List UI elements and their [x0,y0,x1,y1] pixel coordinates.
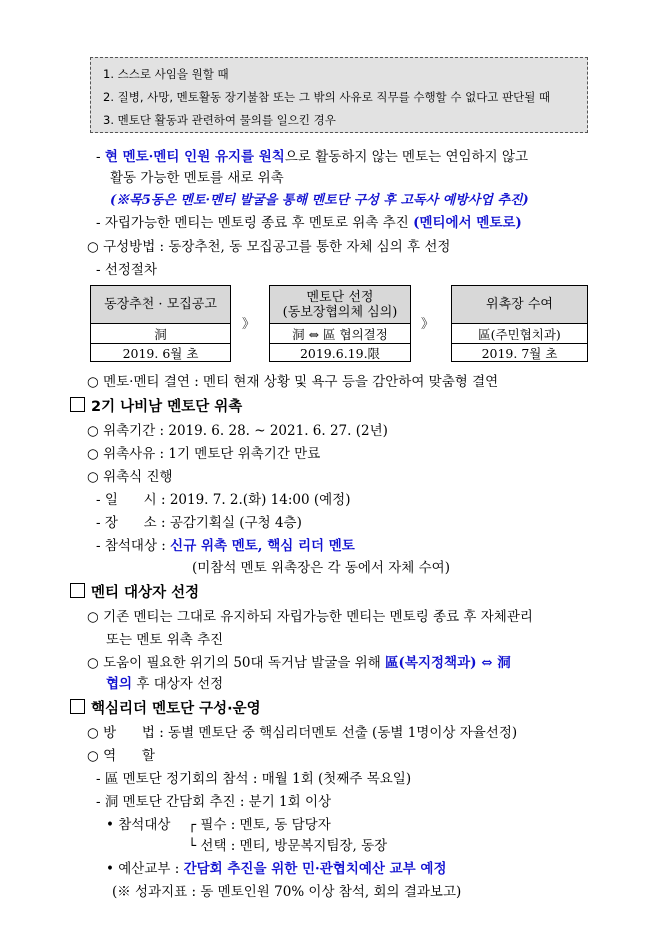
reason-line: ○ 위촉사유 : 1기 멘토단 위촉기간 만료 [87,446,321,462]
section-4-heading: 핵심리더 멘토단 구성·운영 [91,701,261,717]
retention-rest: 으로 활동하지 않는 멘토는 연임하지 않고 [284,149,529,165]
section-2-heading: 2기 나비남 멘토단 위촉 [91,399,243,415]
leader-method-line: ○ 방 법 : 동별 멘토단 중 핵심리더멘토 선출 (동별 1명이상 자율선정) [87,725,518,741]
process-step-2-title: 멘토단 선정 (동보장협의체 심의) [270,286,410,324]
section-4-checkbox [70,699,85,714]
datetime-line: - 일 시 : 2019. 7. 2.(화) 14:00 (예정) [96,492,351,508]
participants-label: • 참석대상 [106,817,171,833]
dong-meeting-line: - 洞 멘토단 간담회 추진 : 분기 1회 이상 [96,794,332,810]
term-line: ○ 위촉기간 : 2019. 6. 28. ~ 2021. 6. 27. (2년) [87,423,388,439]
notice-line-1: 1. 스스로 사임을 원할 때 [103,67,229,81]
mentee-item-2-line-1: ○ 도움이 필요한 위기의 50대 독거남 발굴을 위해 區(복지정책과) ⇔ 洞 [87,655,511,671]
process-step-1-date: 2019. 6월 초 [122,346,199,361]
mentee-item-1-line-1: ○ 기존 멘티는 그대로 유지하되 자립가능한 멘티는 멘토링 종료 후 자체관리 [87,609,533,625]
budget-line: • 예산교부 : 간담회 추진을 위한 민·관협치예산 교부 예정 [106,861,447,877]
gu-meeting-line: - 區 멘토단 정기회의 참석 : 매월 1회 (첫째주 목요일) [96,771,412,787]
section-2-checkbox [70,397,85,412]
promotion-highlight: (멘티에서 멘토로) [413,215,522,231]
process-step-3 [451,285,588,362]
section-3-checkbox [70,583,85,598]
process-step-1-actor: 洞 [91,324,230,344]
mentee-item-2-highlight: 區(복지정책과) ⇔ 洞 [385,655,511,671]
ceremony-line: ○ 위촉식 진행 [87,469,173,485]
notice-box [90,57,588,133]
composition-method: ○ 구성방법 : 동장추천, 동 모집공고를 통한 자체 심의 후 선정 [87,239,451,255]
mentee-item-1-line-2: 또는 멘토 위촉 추진 [106,632,224,648]
process-step-3-title: 위촉장 수여 [452,286,587,324]
process-step-2-actor: 洞 ⇔ 區 협의결정 [270,324,410,344]
participants-required: ┌ 필수 : 멘토, 동 담당자 [188,817,331,833]
retention-line-2: 활동 가능한 멘토를 새로 위촉 [110,170,284,186]
mok5-note: (※목5동은 멘토·멘티 발굴을 통해 멘토단 구성 후 고독사 예방사업 추진) [110,193,529,208]
process-step-1 [90,285,231,362]
promotion-line: - 자립가능한 멘티는 멘토링 종료 후 멘토로 위촉 추진 (멘티에서 멘토로) [96,215,522,231]
attendees-highlight: 신규 위촉 멘토, 핵심 리더 멘토 [170,538,355,554]
process-step-1-title: 동장추천 · 모집공고 [91,286,230,324]
place-line: - 장 소 : 공감기획실 (구청 4층) [96,515,302,531]
section-3-heading: 멘티 대상자 선정 [91,585,200,601]
process-arrow-2: 》 [421,317,435,332]
budget-highlight: 간담회 추진을 위한 민·관협치예산 교부 예정 [183,861,447,877]
mentee-item-2-line-2: 협의 후 대상자 선정 [106,676,224,692]
attendees-line: - 참석대상 : 신규 위촉 멘토, 핵심 리더 멘토 [96,538,355,554]
kpi-line: (※ 성과지표 : 동 멘토인원 70% 이상 참석, 회의 결과보고) [112,884,462,900]
process-arrow-1: 》 [242,317,256,332]
process-step-2 [269,285,411,362]
attendees-note: (미참석 멘토 위촉장은 각 동에서 자체 수여) [192,560,450,576]
process-step-2-date: 2019.6.19.限 [299,346,381,361]
participants-optional: └ 선택 : 멘티, 방문복지팀장, 동장 [188,838,388,854]
retention-line-1: - 현 멘토·멘티 인원 유지를 원칙으로 활동하지 않는 멘토는 연임하지 않고 [96,149,529,165]
process-step-3-actor: 區(주민협치과) [452,324,587,344]
notice-line-2: 2. 질병, 사망, 멘토활동 장기불참 또는 그 밖의 사유로 직무를 수행할 수 없다고 판단될 때 [103,90,551,104]
matching-line: ○ 멘토·멘티 결연 : 멘티 현재 상황 및 욕구 등을 감안하여 맞춤형 결연 [87,374,499,390]
procedure-label: - 선정절차 [96,262,158,278]
notice-line-3: 3. 멘토단 활동과 관련하여 물의를 일으킨 경우 [103,113,336,127]
leader-role-line: ○ 역 할 [87,748,155,764]
retention-highlight: 현 멘토·멘티 인원 유지를 원칙 [104,149,285,165]
process-step-3-date: 2019. 7월 초 [481,346,558,361]
